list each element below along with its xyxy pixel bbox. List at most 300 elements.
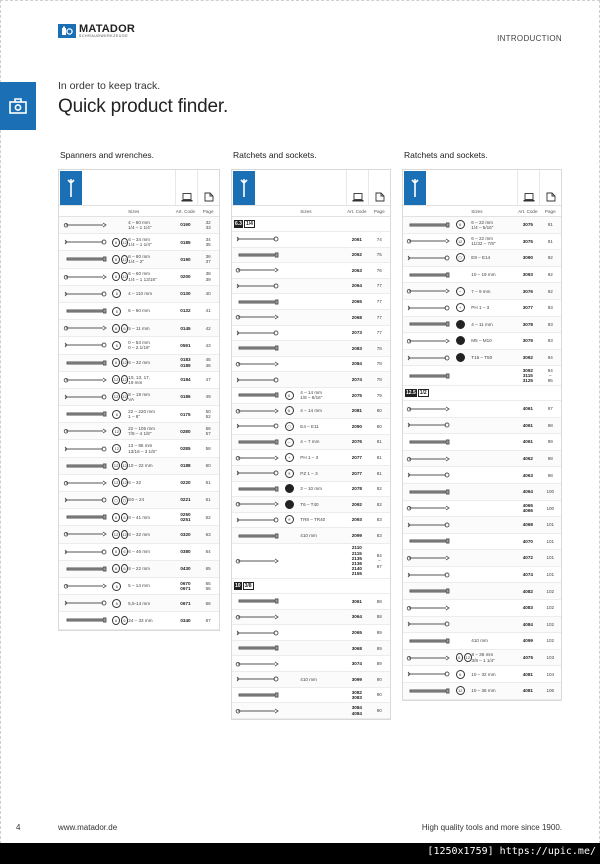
product-image bbox=[232, 357, 285, 372]
article-code-cell[interactable]: 0132 bbox=[180, 308, 191, 314]
footer-tagline: High quality tools and more since 1900. bbox=[421, 823, 562, 832]
page-ref-cell[interactable]: 93 bbox=[547, 338, 553, 344]
size-cell: 22 – 105 mm 7/8 – 4 1/8" bbox=[128, 426, 155, 437]
table-row[interactable] bbox=[232, 357, 390, 373]
table-row[interactable] bbox=[403, 283, 561, 300]
page-ref-cell[interactable]: 82 bbox=[376, 501, 382, 507]
article-code-cell[interactable]: 2062 bbox=[351, 252, 362, 258]
page-ref-cell[interactable]: 83 bbox=[376, 517, 382, 523]
article-code-cell[interactable]: 0190 bbox=[180, 256, 191, 262]
article-code-cell[interactable]: 4081 bbox=[522, 671, 533, 677]
article-code-cell[interactable]: 0130 bbox=[180, 291, 191, 297]
page-ref-cell[interactable]: 89 bbox=[376, 629, 382, 635]
footer-url-link[interactable]: www.matador.de bbox=[58, 823, 118, 832]
product-image bbox=[59, 355, 112, 371]
table-row[interactable] bbox=[232, 594, 390, 610]
table-row[interactable] bbox=[59, 269, 219, 286]
article-code-cell[interactable]: 0280 bbox=[180, 428, 191, 434]
article-code-cell[interactable]: 0184 bbox=[180, 377, 191, 383]
article-code-cell[interactable]: 3075 bbox=[522, 238, 533, 244]
page-ref-cell[interactable]: 79 bbox=[376, 392, 382, 398]
page-ref-cell[interactable]: 93 bbox=[547, 305, 553, 311]
article-code-cell[interactable]: 0186 bbox=[180, 394, 191, 400]
hex-nut-6pt-icon: 6 bbox=[112, 547, 120, 556]
article-code-cell[interactable]: 2076 bbox=[351, 439, 362, 445]
table-row[interactable] bbox=[403, 600, 561, 617]
table-row[interactable] bbox=[59, 526, 219, 543]
table-row[interactable] bbox=[59, 251, 219, 268]
article-code-cell[interactable]: 4074 bbox=[522, 572, 533, 578]
page-ref-cell[interactable]: 91 bbox=[547, 238, 553, 244]
product-image bbox=[403, 451, 456, 467]
table-row[interactable] bbox=[59, 303, 219, 320]
page-ref-cell[interactable]: 101 bbox=[546, 572, 555, 578]
article-code-cell[interactable]: 2083 bbox=[351, 345, 362, 351]
page-ref-cell[interactable]: 43 bbox=[205, 342, 211, 348]
table-row[interactable] bbox=[403, 650, 561, 667]
table-row[interactable] bbox=[232, 610, 390, 626]
table-row[interactable] bbox=[59, 406, 219, 423]
table-row[interactable] bbox=[59, 561, 219, 578]
product-image bbox=[232, 513, 285, 528]
page-ref-cell[interactable]: 84 – 87 bbox=[376, 553, 382, 569]
article-code-cell[interactable]: 3092 3115 3125 bbox=[522, 367, 533, 384]
article-code-cell[interactable]: 2075 bbox=[351, 392, 362, 398]
page-ref-cell[interactable]: 100 bbox=[546, 489, 555, 495]
tool-image bbox=[235, 312, 281, 322]
product-image bbox=[232, 435, 285, 450]
table-row[interactable] bbox=[403, 317, 561, 334]
article-code-cell[interactable]: 3074 bbox=[351, 661, 362, 667]
article-code-cell[interactable]: 3076 bbox=[522, 288, 533, 294]
article-code-cell[interactable]: 4099 bbox=[522, 638, 533, 644]
page-ref-cell[interactable]: 88 bbox=[376, 614, 382, 620]
table-row[interactable] bbox=[232, 232, 390, 248]
article-code-cell[interactable]: 0190 bbox=[180, 222, 191, 228]
hex-nut-12pt-icon: 12 bbox=[122, 274, 127, 280]
article-code-cell[interactable]: 0175 bbox=[180, 411, 191, 417]
catalog-page-icon bbox=[368, 170, 390, 205]
hex-nut-6pt-icon: 6 bbox=[456, 670, 465, 679]
article-code-cell[interactable]: 3084 4084 bbox=[351, 705, 362, 716]
table-row[interactable] bbox=[232, 544, 390, 579]
table-row[interactable] bbox=[232, 435, 390, 451]
table-row[interactable] bbox=[232, 625, 390, 641]
table-row[interactable] bbox=[59, 337, 219, 354]
table-row[interactable] bbox=[59, 475, 219, 492]
article-code-cell[interactable]: 0380 bbox=[180, 549, 191, 555]
article-code-cell[interactable]: 4084 bbox=[522, 621, 533, 627]
symbol-cell bbox=[112, 392, 128, 401]
page-ref-cell[interactable]: 80 bbox=[376, 423, 382, 429]
article-code-cell[interactable]: 4061 bbox=[522, 439, 533, 445]
table-row[interactable] bbox=[403, 550, 561, 567]
page-ref-cell[interactable]: 81 bbox=[376, 439, 382, 445]
symbol-cell bbox=[456, 686, 472, 695]
table-row[interactable] bbox=[232, 419, 390, 435]
page-ref-cell[interactable]: 94 – 95 bbox=[547, 367, 553, 384]
article-code-cell[interactable]: 0185 bbox=[180, 239, 191, 245]
symbol-cell bbox=[456, 287, 472, 296]
article-code-cell[interactable]: 2064 bbox=[351, 283, 362, 289]
table-row[interactable] bbox=[403, 350, 561, 367]
tool-image bbox=[406, 619, 452, 629]
page-ref-cell[interactable]: 47 bbox=[205, 377, 211, 383]
tool-image bbox=[406, 520, 452, 530]
table-row[interactable] bbox=[232, 248, 390, 264]
symbol-cell bbox=[285, 391, 301, 400]
table-row[interactable] bbox=[232, 279, 390, 295]
table-row[interactable] bbox=[403, 217, 561, 234]
article-code-cell[interactable]: 2073 bbox=[351, 330, 362, 336]
product-image bbox=[403, 300, 456, 316]
page-ref-cell[interactable]: 58 bbox=[205, 445, 211, 451]
table-row[interactable] bbox=[232, 656, 390, 672]
page-ref-cell[interactable]: 92 bbox=[547, 288, 553, 294]
table-row[interactable] bbox=[232, 641, 390, 657]
table-row[interactable] bbox=[403, 583, 561, 600]
product-image bbox=[59, 526, 112, 542]
page-ref-cell[interactable]: 93 bbox=[547, 321, 553, 327]
table-row[interactable] bbox=[59, 440, 219, 457]
page-ref-cell[interactable]: 65 bbox=[205, 566, 211, 572]
article-code-cell[interactable]: 4070 bbox=[522, 538, 533, 544]
article-code-cell[interactable]: 4068 bbox=[522, 522, 533, 528]
table-row[interactable] bbox=[232, 326, 390, 342]
article-code-cell[interactable]: 0183 0189 bbox=[180, 357, 191, 368]
page-ref-cell[interactable]: 75 bbox=[376, 252, 382, 258]
article-code-cell[interactable]: 0430 bbox=[180, 566, 191, 572]
page-ref-cell[interactable]: 80 bbox=[376, 408, 382, 414]
page-ref-cell[interactable]: 103 bbox=[546, 655, 555, 661]
article-code-cell[interactable]: 2061 bbox=[351, 236, 362, 242]
article-code-cell[interactable]: 0220 bbox=[180, 480, 191, 486]
page-ref-cell[interactable]: 98 bbox=[547, 472, 553, 478]
table-row[interactable] bbox=[403, 401, 561, 418]
page-ref-cell[interactable]: 82 bbox=[376, 486, 382, 492]
size-cell: 6 – 46 mm bbox=[128, 549, 150, 555]
tool-image bbox=[406, 353, 452, 363]
table-row[interactable] bbox=[232, 372, 390, 388]
hex-nut-6pt-icon: 6 bbox=[121, 616, 129, 625]
table-row[interactable] bbox=[232, 703, 390, 719]
article-code-cell[interactable]: 0200 bbox=[180, 274, 191, 280]
table-row[interactable] bbox=[59, 286, 219, 303]
table-row[interactable] bbox=[403, 467, 561, 484]
table-row[interactable] bbox=[403, 501, 561, 518]
page-ref-cell[interactable]: 94 bbox=[547, 354, 553, 360]
hex-nut-6pt-icon: 6 bbox=[112, 513, 120, 522]
section-tab[interactable] bbox=[0, 82, 36, 130]
table-row[interactable] bbox=[59, 509, 219, 526]
article-code-cell[interactable]: 4064 bbox=[522, 489, 533, 495]
table-row[interactable] bbox=[59, 320, 219, 337]
table-row[interactable] bbox=[403, 633, 561, 650]
table-row[interactable] bbox=[59, 544, 219, 561]
page-ref-cell[interactable]: 38 39 bbox=[205, 271, 211, 282]
table-row[interactable] bbox=[403, 567, 561, 584]
article-code-cell[interactable]: 3079 bbox=[522, 338, 533, 344]
size-cell: 5,5-14 mm bbox=[128, 600, 151, 606]
product-image bbox=[403, 267, 456, 283]
page-ref-cell[interactable]: 78 bbox=[376, 361, 382, 367]
table-row[interactable] bbox=[403, 617, 561, 634]
hex-nut-6pt-icon: 6 bbox=[285, 391, 294, 400]
size-cell: 6 – 80 mm 1/4 – 2" bbox=[128, 254, 150, 265]
article-code-cell[interactable]: 3092 bbox=[522, 354, 533, 360]
page-ref-cell[interactable]: 83 bbox=[376, 532, 382, 538]
table-row[interactable] bbox=[59, 595, 219, 612]
article-code-cell[interactable]: 3090 bbox=[522, 255, 533, 261]
page-ref-cell[interactable]: 32 33 bbox=[205, 219, 211, 231]
page-ref-cell[interactable]: 62 bbox=[205, 514, 211, 520]
page-ref-cell[interactable]: 77 bbox=[376, 283, 382, 289]
page-ref-cell[interactable]: 64 bbox=[205, 549, 211, 555]
symbol-cell bbox=[112, 496, 128, 505]
page-ref-cell[interactable]: 98 bbox=[547, 422, 553, 428]
table-row[interactable] bbox=[232, 672, 390, 688]
article-code-cell[interactable]: 0591 bbox=[180, 342, 191, 348]
article-code-cell[interactable]: 2068 bbox=[351, 314, 362, 320]
page-ref-cell[interactable]: 74 bbox=[376, 236, 382, 242]
page-ref-cell[interactable]: 89 bbox=[376, 645, 382, 651]
brand-logo[interactable] bbox=[58, 24, 135, 38]
article-code-cell[interactable]: 2063 bbox=[351, 267, 362, 273]
page-ref-cell[interactable]: 104 bbox=[546, 671, 555, 677]
table-row[interactable] bbox=[59, 217, 219, 234]
article-code-cell[interactable]: 0221 bbox=[180, 497, 191, 503]
article-code-cell[interactable]: 0320 bbox=[180, 531, 191, 537]
article-code-cell[interactable]: 2077 bbox=[351, 455, 362, 460]
article-code-cell[interactable]: 4083 bbox=[522, 605, 533, 611]
page-ref-cell[interactable]: 102 bbox=[546, 588, 555, 594]
table-row[interactable] bbox=[59, 612, 219, 629]
article-code-cell[interactable]: 0671 bbox=[180, 600, 191, 606]
table-row[interactable] bbox=[232, 388, 390, 404]
product-image bbox=[403, 567, 456, 583]
table-row[interactable] bbox=[232, 466, 390, 482]
article-code-cell[interactable]: 4072 bbox=[522, 555, 533, 561]
page-ref-cell[interactable]: 60 bbox=[205, 463, 211, 469]
table-row[interactable] bbox=[232, 310, 390, 326]
page-ref-cell[interactable]: 77 bbox=[376, 330, 382, 336]
article-code-cell[interactable]: 4062 bbox=[522, 455, 533, 461]
article-code-cell[interactable]: 3077 bbox=[522, 305, 533, 311]
article-code-cell[interactable]: 4082 bbox=[522, 588, 533, 594]
table-row[interactable] bbox=[403, 366, 561, 386]
page-ref-cell[interactable]: 67 bbox=[205, 617, 211, 623]
article-code-cell[interactable]: 3061 bbox=[351, 598, 362, 604]
tool-image bbox=[63, 220, 109, 230]
page-ref-cell[interactable]: 92 bbox=[547, 255, 553, 261]
table-row[interactable] bbox=[59, 578, 219, 595]
article-code-cell[interactable]: 3093 bbox=[522, 271, 533, 277]
article-code-cell[interactable]: 2065 bbox=[351, 629, 362, 635]
page-ref-cell[interactable]: 66 bbox=[205, 600, 211, 606]
table-row[interactable] bbox=[403, 517, 561, 534]
page-ref-cell[interactable]: 61 bbox=[205, 497, 211, 503]
table-row[interactable] bbox=[59, 458, 219, 475]
tool-image bbox=[235, 531, 281, 541]
article-code-cell[interactable]: 2092 bbox=[351, 501, 362, 507]
table-row[interactable] bbox=[232, 482, 390, 498]
product-image bbox=[403, 234, 456, 250]
article-code-cell[interactable]: 4075 bbox=[522, 655, 534, 661]
table-row[interactable] bbox=[232, 688, 390, 704]
symbol-cell bbox=[285, 500, 301, 509]
table-row[interactable] bbox=[403, 666, 561, 683]
page-ref-cell[interactable]: 61 bbox=[205, 480, 211, 486]
article-code-cell[interactable]: 0340 bbox=[180, 617, 191, 623]
page-ref-cell[interactable]: 50 52 bbox=[205, 408, 211, 420]
article-code-cell[interactable]: 2090 bbox=[351, 423, 362, 429]
tool-image bbox=[235, 515, 281, 525]
article-code-cell[interactable]: 2110 2115 2135 2136 2140 2155 bbox=[351, 545, 362, 577]
table-row[interactable] bbox=[232, 528, 390, 544]
article-code-cell[interactable]: 0285 bbox=[180, 445, 191, 451]
page-ref-cell[interactable]: 36 37 bbox=[205, 254, 211, 265]
page-ref-cell[interactable]: 76 bbox=[376, 267, 382, 273]
article-code-cell[interactable]: 4081 bbox=[522, 688, 533, 694]
article-code-cell[interactable]: 4063 bbox=[522, 472, 533, 478]
table-row[interactable] bbox=[232, 404, 390, 420]
page-ref-cell[interactable]: 78 bbox=[376, 345, 382, 351]
tool-image bbox=[235, 250, 281, 260]
page-ref-cell[interactable]: 101 bbox=[546, 538, 555, 544]
page-ref-cell[interactable]: 42 bbox=[205, 325, 211, 331]
table-row[interactable] bbox=[403, 300, 561, 317]
product-image bbox=[59, 458, 112, 474]
article-code-cell[interactable]: 4061 bbox=[522, 422, 533, 428]
product-image bbox=[403, 434, 456, 450]
page-ref-cell[interactable]: 49 bbox=[205, 394, 211, 400]
product-image bbox=[232, 688, 285, 703]
table-row[interactable] bbox=[403, 234, 561, 251]
page-ref-cell[interactable]: 78 bbox=[376, 377, 382, 383]
table-row[interactable] bbox=[403, 333, 561, 350]
product-image bbox=[232, 625, 285, 640]
page-ref-cell[interactable]: 102 bbox=[546, 621, 555, 627]
article-code-cell[interactable]: 2081 bbox=[351, 408, 362, 414]
page-ref-cell[interactable]: 65 66 bbox=[205, 580, 211, 592]
article-code-cell[interactable]: 3082 3083 bbox=[351, 689, 362, 700]
page-ref-cell[interactable]: 90 bbox=[376, 692, 382, 698]
table-row[interactable] bbox=[403, 250, 561, 267]
article-code-cell[interactable]: 0670 0671 bbox=[180, 580, 191, 592]
article-code-cell[interactable]: 4061 bbox=[522, 406, 533, 412]
size-cell: 410 mm bbox=[300, 676, 317, 682]
tool-image bbox=[63, 289, 109, 299]
article-code-cell[interactable]: 2084 bbox=[351, 361, 362, 367]
tool-image bbox=[235, 359, 281, 369]
page-ref-cell[interactable]: 81 bbox=[376, 470, 382, 476]
product-image bbox=[403, 484, 456, 500]
article-code-cell[interactable]: 0250 0251 bbox=[180, 512, 191, 523]
page-ref-cell[interactable]: 77 bbox=[376, 299, 382, 305]
page-ref-cell[interactable]: 90 bbox=[376, 707, 382, 713]
product-image bbox=[59, 372, 112, 388]
page-ref-cell[interactable]: 34 35 bbox=[205, 237, 211, 248]
table-row[interactable] bbox=[59, 355, 219, 372]
page-ref-cell[interactable]: 63 bbox=[205, 531, 211, 537]
table-header-labels bbox=[403, 206, 561, 217]
article-code-cell[interactable]: 2077 bbox=[351, 470, 362, 476]
size-cell: 6 – 60 mm 1/4 – 1 13/16" bbox=[128, 271, 157, 282]
tool-image bbox=[63, 272, 109, 282]
article-code-cell[interactable]: 2074 bbox=[351, 377, 362, 383]
article-code-cell[interactable]: 0188 bbox=[180, 463, 191, 469]
table-row[interactable] bbox=[403, 451, 561, 468]
table-row[interactable] bbox=[59, 389, 219, 406]
page-ref-cell[interactable]: 102 bbox=[546, 605, 555, 611]
page-ref-cell[interactable]: 100 bbox=[546, 505, 555, 511]
article-code-cell[interactable]: 3064 bbox=[351, 614, 362, 620]
table-row[interactable] bbox=[232, 497, 390, 513]
table-row[interactable] bbox=[232, 294, 390, 310]
page-ref-cell[interactable]: 81 bbox=[376, 455, 382, 460]
table-row[interactable] bbox=[403, 683, 561, 700]
article-code-cell[interactable]: 4065 4066 bbox=[522, 503, 533, 514]
product-image bbox=[232, 610, 285, 625]
table-row[interactable] bbox=[403, 267, 561, 284]
page-ref-cell[interactable]: 98 bbox=[547, 455, 553, 461]
article-code-cell[interactable]: 3099 bbox=[351, 676, 362, 682]
page-ref-cell[interactable]: 88 bbox=[376, 598, 382, 604]
article-code-cell[interactable]: 2093 bbox=[351, 517, 362, 523]
page-ref-cell[interactable]: 40 bbox=[205, 291, 211, 297]
table-row[interactable] bbox=[403, 434, 561, 451]
table-row[interactable] bbox=[232, 263, 390, 279]
table-row[interactable] bbox=[403, 418, 561, 435]
page-ref-cell[interactable]: 101 bbox=[546, 522, 555, 528]
article-code-cell[interactable]: 2099 bbox=[351, 532, 362, 538]
table-row[interactable] bbox=[59, 234, 219, 251]
table-row[interactable] bbox=[232, 513, 390, 529]
article-code-cell[interactable]: 3075 bbox=[522, 222, 533, 228]
page-ref-cell[interactable]: 102 bbox=[546, 638, 555, 644]
page-ref-cell[interactable]: 77 bbox=[376, 314, 382, 320]
table-row[interactable] bbox=[59, 372, 219, 389]
page-ref-cell[interactable]: 91 bbox=[547, 222, 553, 228]
table-row[interactable] bbox=[59, 492, 219, 509]
page-ref-cell[interactable]: 41 bbox=[205, 308, 211, 314]
table-row[interactable] bbox=[403, 484, 561, 501]
article-code-cell[interactable]: 0145 bbox=[180, 325, 191, 331]
page-ref-cell[interactable]: 92 bbox=[547, 271, 553, 277]
hex-nut-6pt-icon: 6 bbox=[112, 582, 121, 591]
table-row[interactable] bbox=[232, 341, 390, 357]
tool-image bbox=[63, 529, 109, 539]
tool-image bbox=[235, 343, 281, 353]
size-cell: TR8 – TR40 bbox=[300, 517, 326, 523]
page-ref-cell[interactable]: 89 bbox=[376, 661, 382, 667]
article-code-cell[interactable]: 3068 bbox=[351, 645, 362, 651]
table-row[interactable] bbox=[59, 423, 219, 440]
page-ref-cell[interactable]: 97 bbox=[547, 406, 553, 412]
table-row[interactable] bbox=[232, 450, 390, 466]
page-ref-cell[interactable]: 90 bbox=[376, 676, 382, 682]
article-code-cell[interactable]: 2065 bbox=[351, 299, 362, 305]
page-ref-cell[interactable]: 101 bbox=[546, 555, 555, 561]
article-code-cell[interactable]: 2078 bbox=[351, 486, 362, 492]
page-ref-cell[interactable]: 45 46 bbox=[205, 357, 211, 368]
table-row[interactable] bbox=[403, 534, 561, 551]
hex-nut-6pt-icon: 6 bbox=[112, 324, 120, 333]
page-ref-cell[interactable]: 56 57 bbox=[205, 426, 211, 437]
page-ref-cell[interactable]: 99 bbox=[547, 439, 553, 445]
page-ref-cell[interactable]: 106 bbox=[546, 688, 555, 694]
article-code-cell[interactable]: 3078 bbox=[522, 321, 533, 327]
